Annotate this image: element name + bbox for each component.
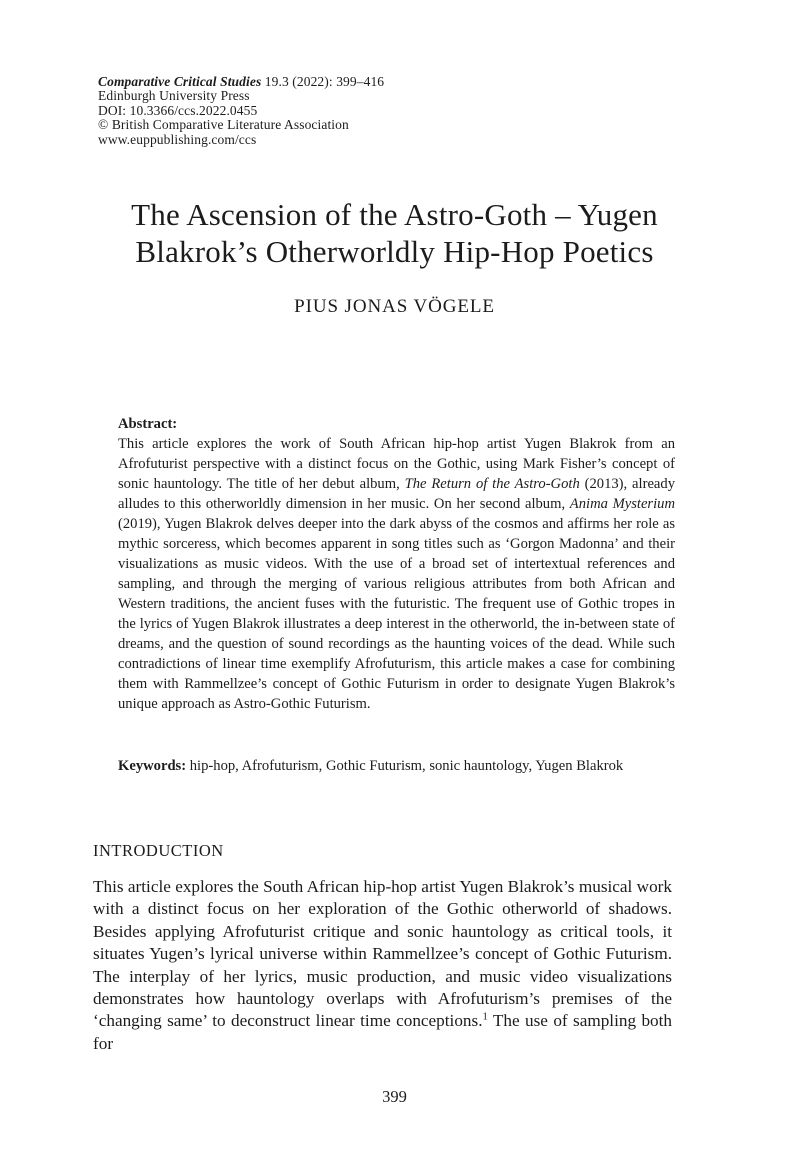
introduction-paragraph-continuation: The use of sampling both for xyxy=(93,1011,672,1053)
abstract-text-part-3: (2019), Yugen Blakrok delves deeper into the dark abyss of the cosmos and affirms her role as mythic sorceress, which becomes apparent in song titles such as ‘Gorgon Madonna’ and their visualizations as music videos. With the use of a broad set of intertextual references and sampling, and through the merging of various religious attributes from both African and Western traditions, the ancient fuses with the futuristic. The frequent use of Gothic tropes in the lyrics of Yugen Blakrok illustrates a deep interest in the otherworld, the in-between state of dreams, and the question of sound recordings as the haunting voices of the dead. While such contradictions of linear time exemplify Afrofuturism, this article makes a case for combining them with Rammellzee’s concept of Gothic Futurism in order to designate Yugen Blakrok’s unique approach as Astro-Gothic Futurism. xyxy=(118,516,675,712)
keywords-block xyxy=(118,756,675,777)
abstract-text-part-1: This article explores the work of South African hip-hop artist Yugen Blakrok from an Afrofuturist perspective with a distinct focus on the Gothic, using Mark Fisher’s concept of sonic hauntology. The title of her debut album, xyxy=(118,436,675,492)
journal-name: Comparative Critical Studies xyxy=(98,74,262,89)
album-title-return-of-astro-goth: The Return of the Astro-Goth xyxy=(404,476,580,492)
abstract-text xyxy=(118,434,675,714)
abstract-label: Abstract: xyxy=(118,416,178,432)
keywords-label: Keywords: xyxy=(118,758,187,774)
article-title xyxy=(0,196,789,270)
abstract-text-part-2: (2013), already alludes to this otherworldly dimension in her music. On her second album, xyxy=(118,476,675,512)
introduction-paragraph-text: This article explores the South African hip-hop artist Yugen Blakrok’s musical work with a distinct focus on her exploration of the Gothic otherworld of shadows. Besides applying Afrofuturist critique and sonic hauntology as critical tools, it situates Yugen’s lyrical universe within Rammellzee’s concept of Gothic Futurism. The interplay of her lyrics, music production, and music video visualizations demonstrates how hauntology overlaps with Afrofuturism’s premises of the ‘changing same’ to deconstruct linear time conceptions. xyxy=(93,877,672,1031)
page-number: 399 xyxy=(382,1087,407,1106)
footnote-marker-1: 1 xyxy=(482,1011,488,1023)
article-title-line-1: The Ascension of the Astro-Goth – Yugen xyxy=(131,197,658,232)
publisher-line: Edinburgh University Press xyxy=(98,88,250,104)
article-title-line-2: Blakrok’s Otherworldly Hip-Hop Poetics xyxy=(135,234,654,269)
album-title-anima-mysterium: Anima Mysterium xyxy=(569,496,675,512)
journal-citation-line xyxy=(98,75,384,89)
section-heading-introduction: INTRODUCTION xyxy=(93,841,224,860)
journal-website: www.euppublishing.com/ccs xyxy=(98,131,257,147)
journal-masthead xyxy=(98,75,384,147)
abstract-section xyxy=(118,414,675,714)
keywords-list: hip-hop, Afrofuturism, Gothic Futurism, sonic hauntology, Yugen Blakrok xyxy=(186,758,624,774)
author-name: PIUS JONAS VÖGELE xyxy=(294,296,495,317)
journal-issue-info: 19.3 (2022): 399–416 xyxy=(261,74,385,89)
doi-line: DOI: 10.3366/ccs.2022.0455 xyxy=(98,102,258,118)
copyright-line: © British Comparative Literature Association xyxy=(98,117,349,133)
introduction-paragraph xyxy=(93,876,672,1055)
